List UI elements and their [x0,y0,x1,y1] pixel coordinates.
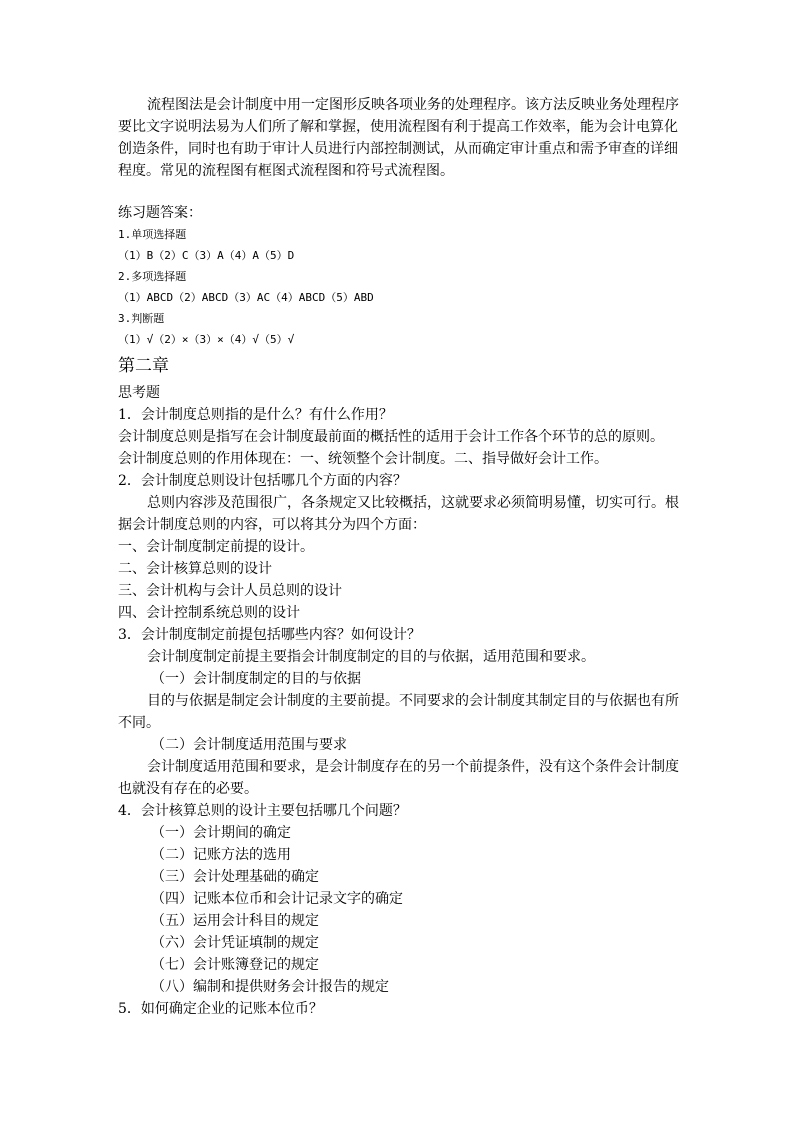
question-2-answer-1: 总则内容涉及范围很广，各条规定又比较概括，这就要求必须简明易懂，切实可行。根 [147,495,679,511]
list-item: （五）运用会计科目的规定 [151,913,319,929]
list-item: 三、会计机构与会计人员总则的设计 [118,583,342,599]
intro-line-1: 流程图法是会计制度中用一定图形反映各项业务的处理程序。该方法反映业务处理程序 [147,97,679,113]
single-choice-title: 1.单项选择题 [118,228,187,241]
list-item: 一、会计制度制定前提的设计。 [118,539,314,555]
question-3-para-2-line-2: 也就没有存在的必要。 [118,781,258,797]
true-false-answer: （1）√（2）×（3）×（4）√（5）√ [118,333,295,346]
single-choice-answer: （1）B（2）C（3）A（4）A（5）D [118,249,295,262]
intro-line-4: 程度。常见的流程图有框图式流程图和符号式流程图。 [118,163,454,179]
multiple-choice-answer: （1）ABCD（2）ABCD（3）AC（4）ABCD（5）ABD [118,291,374,304]
list-item: 二、会计核算总则的设计 [118,561,272,577]
multiple-choice-title: 2.多项选择题 [118,270,187,283]
list-item: 四、会计控制系统总则的设计 [118,605,300,621]
question-3-para-1-line-1: 目的与依据是制定会计制度的主要前提。不同要求的会计制度其制定目的与依据也有所 [147,693,679,709]
chapter-title: 第二章 [118,356,169,376]
spacer [118,182,688,202]
question-3-heading-1: （一）会计制度制定的目的与依据 [151,671,361,687]
section-subtitle: 思考题 [118,385,160,401]
document-page [118,94,688,1020]
intro-line-3: 创造条件，同时也有助于审计人员进行内部控制测试，从而确定审计重点和需予审查的详细 [118,141,678,157]
list-item: （二）记账方法的选用 [151,847,291,863]
question-1-answer-1: 会计制度总则是指写在会计制度最前面的概括性的适用于会计工作各个环节的总的原则。 [118,429,664,445]
list-item: （六）会计凭证填制的规定 [151,935,319,951]
question-3-answer: 会计制度制定前提主要指会计制度制定的目的与依据，适用范围和要求。 [147,649,595,665]
list-item: （七）会计账簿登记的规定 [151,957,319,973]
list-item: （一）会计期间的确定 [151,825,291,841]
question-1-answer-2: 会计制度总则的作用体现在：一、统领整个会计制度。二、指导做好会计工作。 [118,451,608,467]
true-false-title: 3.判断题 [118,312,165,325]
question-3: 3．会计制度制定前提包括哪些内容？如何设计？ [118,627,421,643]
question-2-answer-2: 据会计制度总则的内容，可以将其分为四个方面： [118,517,426,533]
question-2: 2．会计制度总则设计包括哪几个方面的内容？ [118,473,407,489]
question-5: 5．如何确定企业的记账本位币？ [118,1001,323,1017]
answers-title: 练习题答案： [118,205,202,221]
list-item: （四）记账本位币和会计记录文字的确定 [151,891,403,907]
question-3-heading-2: （二）会计制度适用范围与要求 [151,737,347,753]
question-4: 4．会计核算总则的设计主要包括哪几个问题？ [118,803,407,819]
question-1: 1．会计制度总则指的是什么？有什么作用？ [118,407,393,423]
question-3-para-1-line-2: 不同。 [118,715,160,731]
list-item: （八）编制和提供财务会计报告的规定 [151,979,389,995]
question-3-para-2-line-1: 会计制度适用范围和要求，是会计制度存在的另一个前提条件，没有这个条件会计制度 [147,759,679,775]
intro-line-2: 要比文字说明法易为人们所了解和掌握，使用流程图有利于提高工作效率，能为会计电算化 [118,119,678,135]
list-item: （三）会计处理基础的确定 [151,869,319,885]
